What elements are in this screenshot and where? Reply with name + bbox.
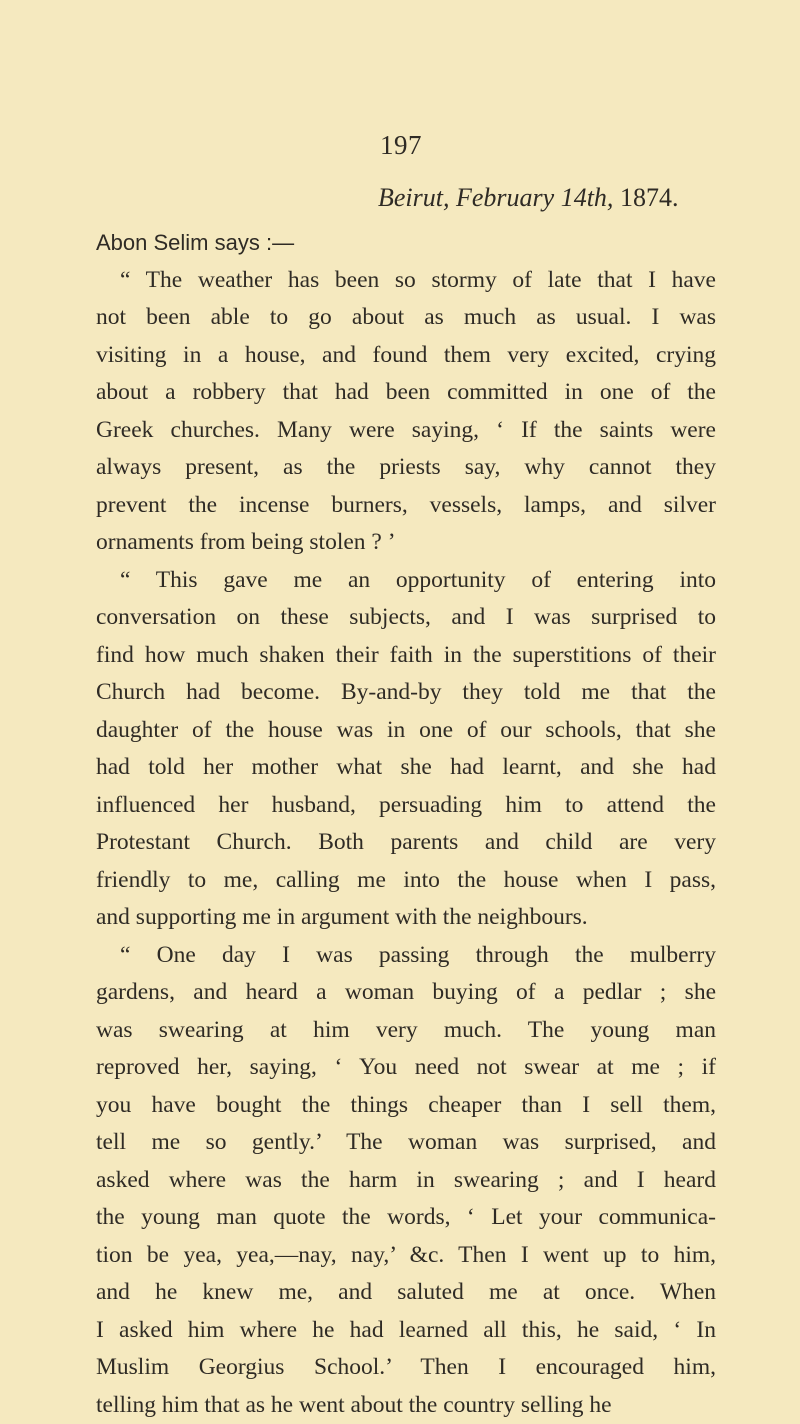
text-line: ornaments from being stolen ? ’ — [96, 524, 716, 562]
text-line: Muslim Georgius School.’ Then I encouraged him, — [96, 1349, 716, 1387]
text-line: asked where was the harm in swearing ; and I heard — [96, 1162, 716, 1200]
text-line: find how much shaken their faith in the superstitions of their — [96, 637, 716, 675]
text-line: the young man quote the words, ‘ Let your communica- — [96, 1199, 716, 1237]
dateline-year: 1874. — [620, 183, 679, 212]
text-line: Church had become. By-and-by they told me that the — [96, 674, 716, 712]
text-line: daughter of the house was in one of our schools, that she — [96, 712, 716, 750]
text-line: and supporting me in argument with the neighbours. — [96, 899, 716, 937]
text-line: not been able to go about as much as usual. I was — [96, 299, 716, 337]
text-line: had told her mother what she had learnt, and she had — [96, 749, 716, 787]
text-line: prevent the incense burners, vessels, lamps, and silver — [96, 487, 716, 525]
text-line: gardens, and heard a woman buying of a pedlar ; she — [96, 974, 716, 1012]
text-line: about a robbery that had been committed in one of the — [96, 374, 716, 412]
dateline — [378, 183, 678, 213]
body-text — [96, 224, 716, 1424]
dateline-month: February — [456, 183, 554, 212]
text-line: tion be yea, yea,—nay, nay,’ &c. Then I went up to him, — [96, 1237, 716, 1275]
text-line: I asked him where he had learned all this, he said, ‘ In — [96, 1312, 716, 1350]
text-line: you have bought the things cheaper than I sell them, — [96, 1087, 716, 1125]
text-line: Greek churches. Many were saying, ‘ If the saints were — [96, 412, 716, 450]
text-line: tell me so gently.’ The woman was surprised, and — [96, 1124, 716, 1162]
text-line: was swearing at him very much. The young man — [96, 1012, 716, 1050]
dateline-day: 14th, — [561, 183, 614, 212]
text-line: conversation on these subjects, and I was surprised to — [96, 599, 716, 637]
text-line: “ The weather has been so stormy of late that I have — [96, 262, 716, 300]
text-line: and he knew me, and saluted me at once. When — [96, 1274, 716, 1312]
text-line: friendly to me, calling me into the house when I pass, — [96, 862, 716, 900]
text-line: influenced her husband, persuading him to attend the — [96, 787, 716, 825]
text-line: “ One day I was passing through the mulberry — [96, 937, 716, 975]
page-number: 197 — [380, 130, 422, 161]
text-line: Abon Selim says :— — [96, 224, 716, 262]
text-line: always present, as the priests say, why cannot they — [96, 449, 716, 487]
text-line: Protestant Church. Both parents and child are very — [96, 824, 716, 862]
text-line: telling him that as he went about the country selling he — [96, 1387, 716, 1424]
text-line: reproved her, saying, ‘ You need not swear at me ; if — [96, 1049, 716, 1087]
text-line: visiting in a house, and found them very excited, crying — [96, 337, 716, 375]
dateline-place: Beirut, — [378, 183, 450, 212]
text-line: “ This gave me an opportunity of entering into — [96, 562, 716, 600]
